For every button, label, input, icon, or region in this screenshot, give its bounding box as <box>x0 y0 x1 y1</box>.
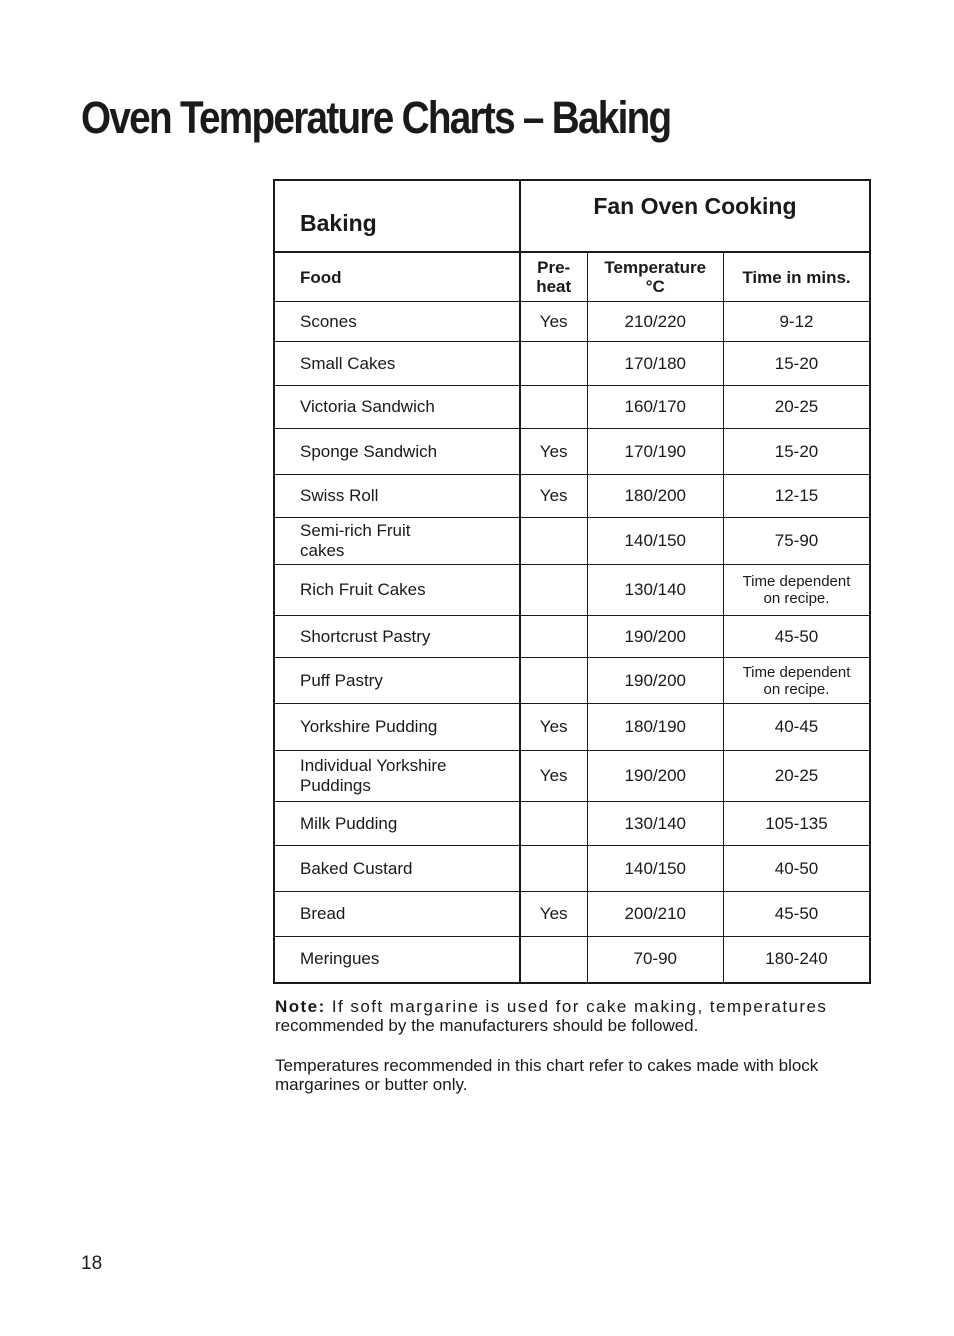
cell-time: Time dependent on recipe. <box>723 658 870 704</box>
cell-preheat <box>520 658 587 704</box>
cell-temperature: 170/190 <box>587 429 723 475</box>
cell-temperature: 190/200 <box>587 658 723 704</box>
table-row <box>274 751 870 802</box>
cell-preheat <box>520 616 587 658</box>
cell-temperature: 140/150 <box>587 846 723 892</box>
column-header-food: Food <box>274 252 520 302</box>
page-title: Oven Temperature Charts – Baking <box>81 92 671 143</box>
table-row <box>274 704 870 751</box>
group-label: Fan Oven Cooking <box>520 180 870 252</box>
cell-time: 9-12 <box>723 302 870 342</box>
cell-preheat <box>520 386 587 429</box>
cell-preheat <box>520 846 587 892</box>
cell-temperature: 70-90 <box>587 937 723 983</box>
note-text-1: If soft margarine is used for cake making, temperatures <box>325 997 828 1016</box>
cell-temperature: 180/190 <box>587 704 723 751</box>
cell-preheat <box>520 802 587 846</box>
cell-time: 45-50 <box>723 892 870 937</box>
table-row <box>274 937 870 983</box>
column-header-temperature: Temperature °C <box>587 252 723 302</box>
cell-time: 15-20 <box>723 342 870 386</box>
table-row <box>274 658 870 704</box>
cell-time: 105-135 <box>723 802 870 846</box>
cell-time: 40-50 <box>723 846 870 892</box>
cell-temperature: 130/140 <box>587 565 723 616</box>
cell-food: Scones <box>274 302 520 342</box>
cell-temperature: 190/200 <box>587 751 723 802</box>
table-row <box>274 429 870 475</box>
section-label: Baking <box>274 180 520 252</box>
cell-food: Baked Custard <box>274 846 520 892</box>
note-text-2: recommended by the manufacturers should be followed. <box>275 1016 699 1035</box>
cell-temperature: 190/200 <box>587 616 723 658</box>
page-number: 18 <box>81 1253 103 1274</box>
table-row <box>274 616 870 658</box>
cell-food: Yorkshire Pudding <box>274 704 520 751</box>
cell-food: Rich Fruit Cakes <box>274 565 520 616</box>
cell-time: 45-50 <box>723 616 870 658</box>
cell-preheat: Yes <box>520 302 587 342</box>
cell-temperature: 140/150 <box>587 518 723 565</box>
table-row <box>274 846 870 892</box>
note-line-1 <box>275 997 871 1016</box>
cell-preheat: Yes <box>520 429 587 475</box>
cell-food: Victoria Sandwich <box>274 386 520 429</box>
cell-temperature: 210/220 <box>587 302 723 342</box>
table-row <box>274 892 870 937</box>
table-row <box>274 386 870 429</box>
column-header-time: Time in mins. <box>723 252 870 302</box>
cell-food: Puff Pastry <box>274 658 520 704</box>
cell-food: Small Cakes <box>274 342 520 386</box>
cell-temperature: 200/210 <box>587 892 723 937</box>
cell-time: 40-45 <box>723 704 870 751</box>
table-group-header-row <box>274 180 870 252</box>
cell-temperature: 180/200 <box>587 475 723 518</box>
cell-preheat: Yes <box>520 892 587 937</box>
cell-temperature: 170/180 <box>587 342 723 386</box>
table-row <box>274 565 870 616</box>
cell-temperature: 130/140 <box>587 802 723 846</box>
table-row <box>274 475 870 518</box>
cell-preheat: Yes <box>520 751 587 802</box>
cell-food: Shortcrust Pastry <box>274 616 520 658</box>
cell-preheat <box>520 518 587 565</box>
cell-time: Time dependent on recipe. <box>723 565 870 616</box>
table-row <box>274 342 870 386</box>
cell-time: 15-20 <box>723 429 870 475</box>
cell-food: Bread <box>274 892 520 937</box>
table-row <box>274 518 870 565</box>
cell-preheat: Yes <box>520 704 587 751</box>
cell-time: 12-15 <box>723 475 870 518</box>
cell-time: 20-25 <box>723 386 870 429</box>
temperature-paragraph: Temperatures recommended in this chart refer to cakes made with block margarines or butter only. <box>275 1056 819 1094</box>
cell-preheat: Yes <box>520 475 587 518</box>
cell-food: Milk Pudding <box>274 802 520 846</box>
margarine-note <box>275 997 871 1035</box>
table-row <box>274 302 870 342</box>
cell-food: Semi-rich Fruit cakes <box>274 518 520 565</box>
cell-temperature: 160/170 <box>587 386 723 429</box>
cell-time: 180-240 <box>723 937 870 983</box>
cell-time: 20-25 <box>723 751 870 802</box>
cell-time: 75-90 <box>723 518 870 565</box>
cell-preheat <box>520 565 587 616</box>
column-header-preheat: Pre- heat <box>520 252 587 302</box>
cell-food: Meringues <box>274 937 520 983</box>
cell-food: Swiss Roll <box>274 475 520 518</box>
table-column-header-row <box>274 252 870 302</box>
note-label: Note: <box>275 997 326 1016</box>
cell-preheat <box>520 937 587 983</box>
cell-preheat <box>520 342 587 386</box>
table-row <box>274 802 870 846</box>
baking-temperature-table <box>273 179 871 984</box>
cell-food: Sponge Sandwich <box>274 429 520 475</box>
cell-food: Individual Yorkshire Puddings <box>274 751 520 802</box>
